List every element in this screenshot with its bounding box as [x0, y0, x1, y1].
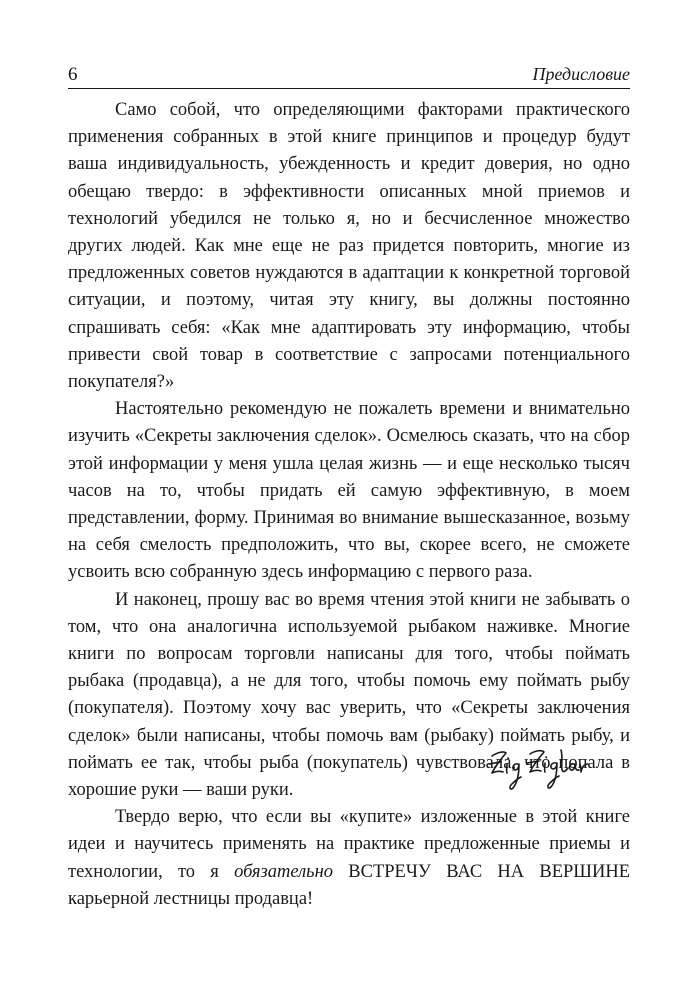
paragraph-4 [68, 804, 630, 913]
author-signature [486, 740, 592, 800]
header-rule [68, 88, 630, 89]
page-header [68, 62, 630, 86]
paragraph-4-after: ВСТРЕЧУ ВАС НА ВЕРШИНЕ карьерной лестницы продавца! [68, 861, 630, 909]
signature-image [486, 740, 592, 800]
paragraph-4-before: Твердо верю, что если вы «купите» изложенные в этой книге идеи и научитесь применять на практике предложенные приемы и технологии, то я [68, 807, 630, 882]
paragraph-1: Само собой, что определяющими факторами практического применения собранных в этой книге принципов и процедур будут ваша индивидуальность, убежденность и кредит доверия, но одно обещаю твердо: в эффективности описанных мной приемов и технологий убедился не только я, но и бесчисленное множество других людей. Как мне еще не раз придется повторить, многие из предложенных советов нуждаются в адаптации к конкретной торговой ситуации, и поэтому, читая эту книгу, вы должны постоянно спрашивать себя: «Как мне адаптировать эту информацию, чтобы привести свой товар в соответствие с запросами потенциального покупателя?» [68, 100, 630, 393]
page-number: 6 [68, 64, 78, 85]
paragraph-2: Настоятельно рекомендую не пожалеть времени и внимательно изучить «Секреты заключения сделок». Осмелюсь сказать, что на сбор этой информации у меня ушла целая жизнь — и еще несколько тысяч часов на то, чтобы придать ей самую эффективную, в моем представлении, форму. Принимая во внимание вышесказанное, возьму на себя смелость предположить, что вы, скорее всего, не сможете усвоить всю собранную здесь информацию с первого раза. [68, 399, 630, 583]
running-head: Предисловие [532, 64, 630, 84]
paragraph-3: И наконец, прошу вас во время чтения этой книги не забывать о том, что она аналогична используемой рыбаком наживке. Многие книги по вопросам торговли написаны для того, чтобы поймать рыбака (продавца), а не для того, чтобы помочь ему поймать рыбу (покупателя). Поэтому хочу вас уверить, что «Секреты заключения сделок» были написаны, чтобы помочь вам (рыбаку) поймать рыбу, и поймать ее так, чтобы рыба (покупатель) чувствовала, что попала в хорошие руки — ваши руки. [68, 589, 630, 801]
paragraph-4-emphasis: обязательно [234, 861, 334, 882]
